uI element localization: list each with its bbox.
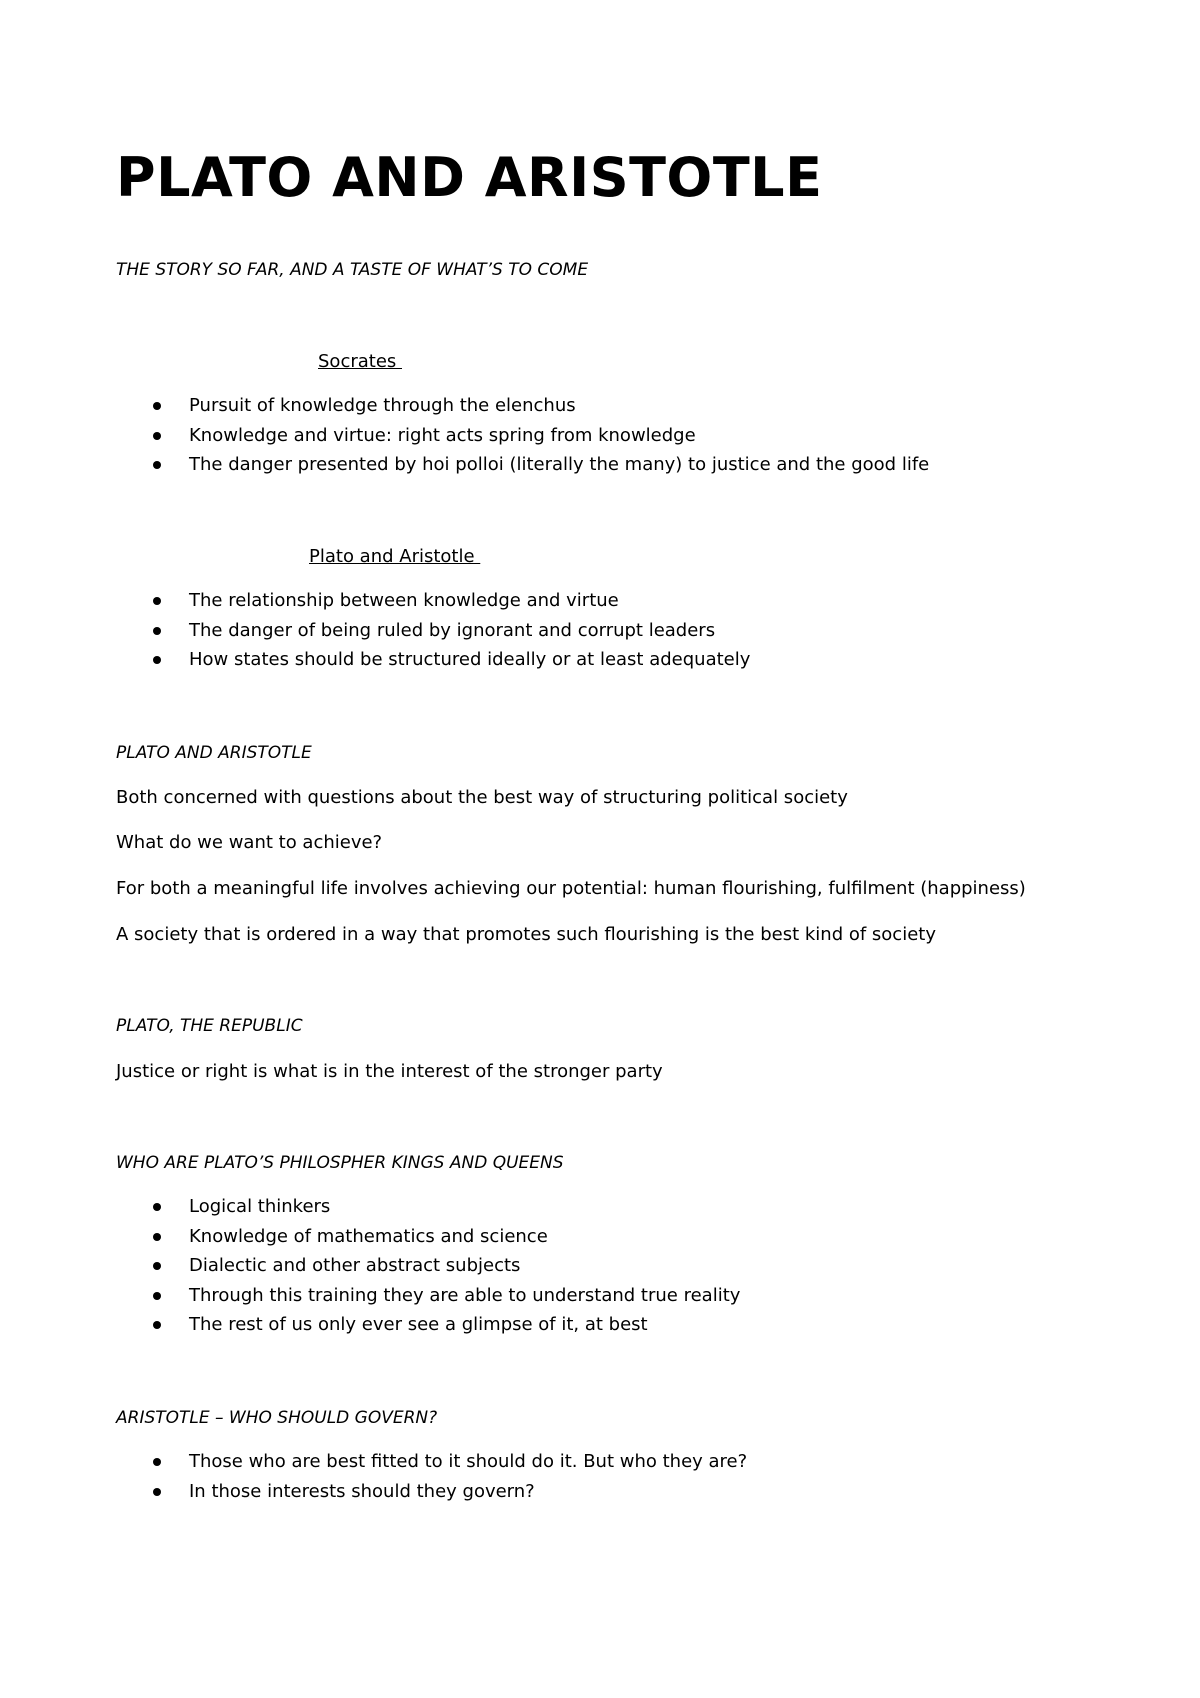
bullet-icon [153,1321,161,1329]
bullet-icon [153,1488,161,1496]
socrates-list [0,395,929,484]
govern-list [0,1451,747,1510]
list-item: Pursuit of knowledge through the elenchus [0,395,929,425]
paragraph: Justice or right is what is in the interest of the stronger party [116,1061,663,1082]
list-item: Dialectic and other abstract subjects [0,1255,740,1285]
bullet-icon [153,1233,161,1241]
section-govern-heading: ARISTOTLE – WHO SHOULD GOVERN? [116,1408,438,1428]
list-item: In those interests should they govern? [0,1481,747,1511]
bullet-icon [153,432,161,440]
paragraph: A society that is ordered in a way that promotes such flourishing is the best kind of society [116,924,936,945]
bullet-icon [153,1262,161,1270]
plato-aristotle-list [0,590,750,679]
section-kings-heading: WHO ARE PLATO’S PHILOSPHER KINGS AND QUEENS [116,1153,564,1173]
list-item: Through this training they are able to understand true reality [0,1285,740,1315]
plato-aristotle-heading: Plato and Aristotle [309,546,481,567]
list-item: Knowledge of mathematics and science [0,1226,740,1256]
bullet-icon [153,1292,161,1300]
document-title: PLATO AND ARISTOTLE [116,146,823,209]
list-item: The relationship between knowledge and virtue [0,590,750,620]
section-republic-heading: PLATO, THE REPUBLIC [116,1016,303,1036]
kings-list [0,1196,740,1344]
list-item: The danger presented by hoi polloi (literally the many) to justice and the good life [0,454,929,484]
list-item: The rest of us only ever see a glimpse of it, at best [0,1314,740,1344]
bullet-icon [153,627,161,635]
list-item: The danger of being ruled by ignorant and corrupt leaders [0,620,750,650]
list-item: Those who are best fitted to it should do it. But who they are? [0,1451,747,1481]
list-item: Knowledge and virtue: right acts spring from knowledge [0,425,929,455]
list-item: How states should be structured ideally or at least adequately [0,649,750,679]
document-subtitle: THE STORY SO FAR, AND A TASTE OF WHAT’S TO COME [116,260,589,280]
list-item: Logical thinkers [0,1196,740,1226]
bullet-icon [153,1458,161,1466]
paragraph: Both concerned with questions about the best way of structuring political society [116,787,848,808]
paragraph: For both a meaningful life involves achieving our potential: human flourishing, fulfilment (happiness) [116,878,1026,899]
bullet-icon [153,597,161,605]
bullet-icon [153,461,161,469]
bullet-icon [153,402,161,410]
bullet-icon [153,656,161,664]
socrates-heading: Socrates [318,351,402,372]
bullet-icon [153,1203,161,1211]
section-both-heading: PLATO AND ARISTOTLE [116,743,312,763]
paragraph: What do we want to achieve? [116,832,383,853]
